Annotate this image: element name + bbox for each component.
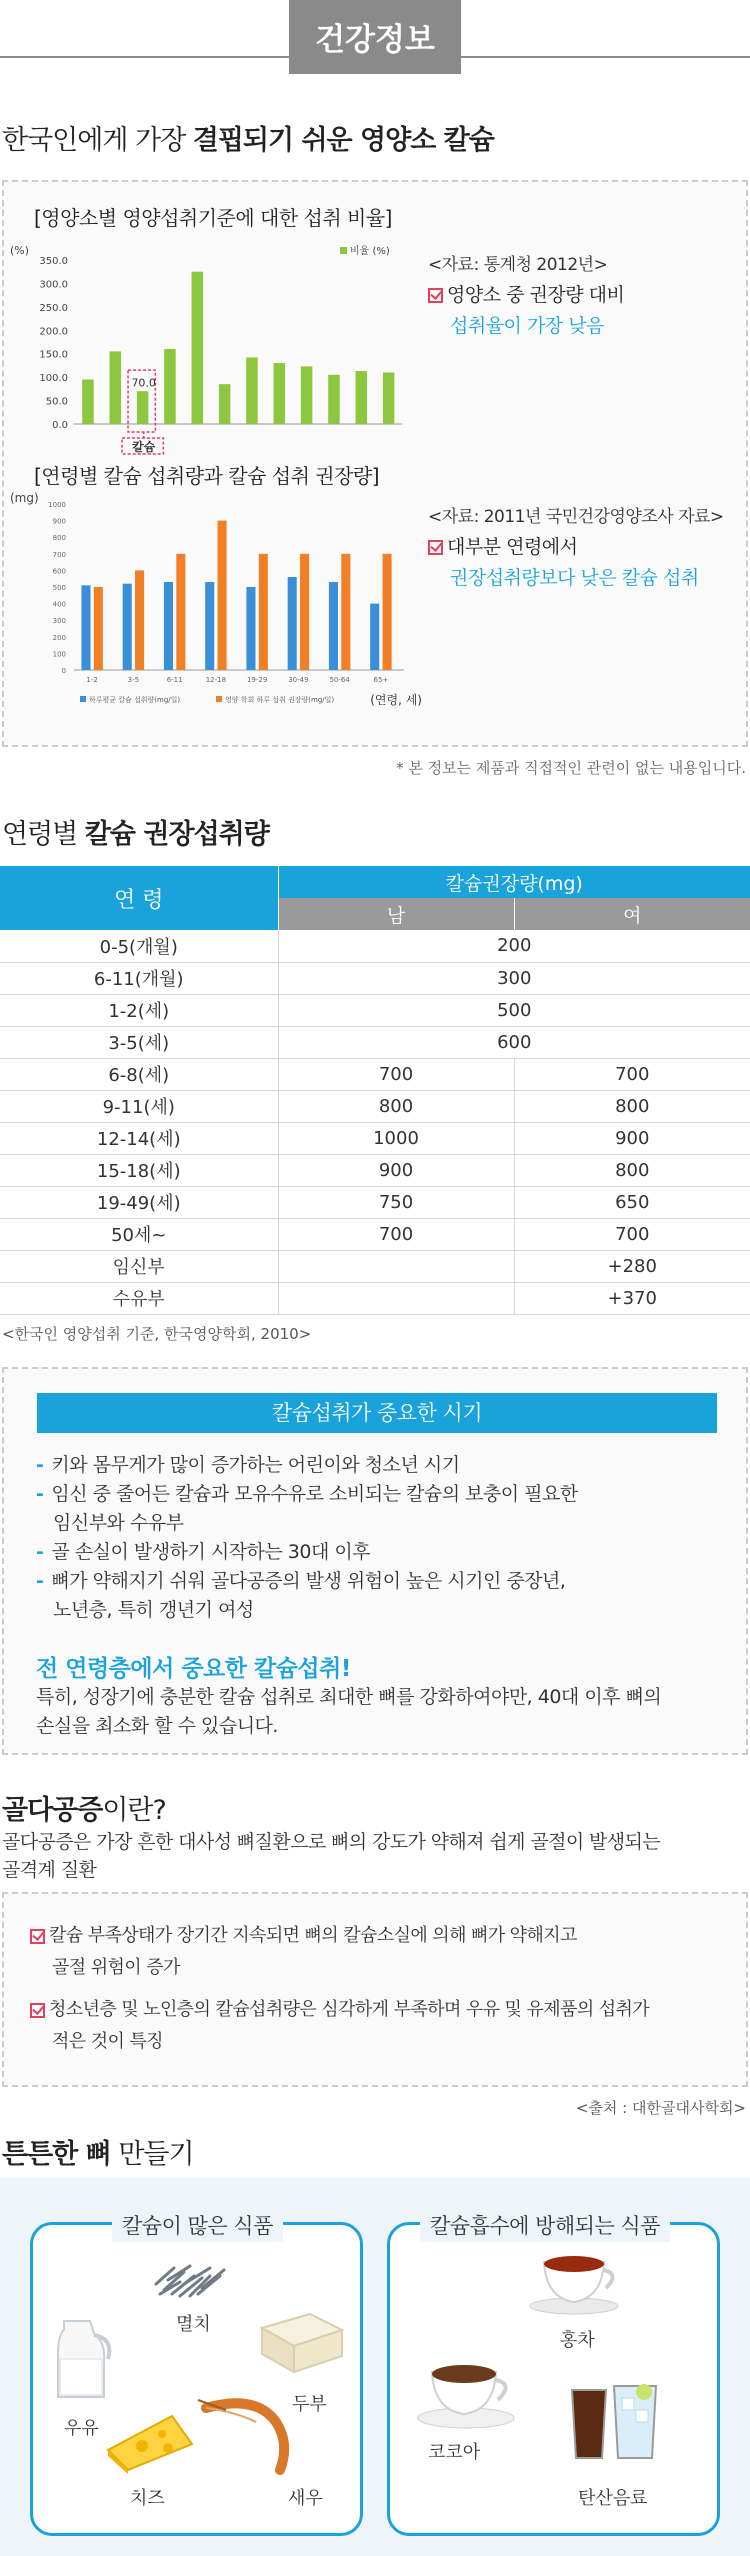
chart1-bar — [301, 366, 312, 424]
chart1-legend-swatch — [340, 247, 347, 254]
chart1-ylabel: (%) — [10, 244, 30, 257]
header — [0, 0, 750, 98]
chart2-bar-intake — [329, 582, 338, 670]
chart2-ytick: 100 — [52, 650, 66, 659]
absorption-block-title: 칼슘흡수에 방해되는 식품 — [420, 2208, 670, 2242]
chart2-ylabel: (mg) — [10, 491, 39, 505]
chart1-bar — [110, 351, 121, 424]
chart2-legend-label-2: 영양 학회 하루 섭취 권장량(mg/일) — [225, 696, 335, 704]
table-row — [0, 1122, 750, 1154]
disclaimer: * 본 정보는 제품과 직접적인 관련이 없는 내용입니다. — [396, 759, 746, 777]
chart2-bar-intake — [123, 584, 132, 670]
value-cell: 200 — [278, 930, 750, 962]
shrimp-label: 새우 — [288, 2488, 323, 2509]
chart1-source: <자료: 통계청 2012년> — [428, 255, 608, 275]
chart2-ytick: 300 — [52, 617, 66, 626]
chart2-bar-intake — [288, 577, 297, 670]
title-prefix: 연령별 — [2, 819, 85, 850]
table-row — [0, 1154, 750, 1186]
female-cell: 900 — [514, 1122, 750, 1154]
dash-icon: - — [36, 1570, 44, 1592]
tea-label: 홍차 — [560, 2330, 595, 2351]
calcium-table-body — [0, 930, 750, 1314]
check-icon — [30, 2003, 45, 2018]
female-cell: +370 — [514, 1282, 750, 1314]
important-period-list — [36, 1451, 716, 1625]
chart2-bar-intake — [164, 582, 173, 670]
chart2-xtick: 50-64 — [329, 676, 350, 684]
chart2-note-line1: 대부분 연령에서 — [447, 536, 578, 558]
chart1-ytick: 250.0 — [39, 302, 68, 314]
chart2-ytick: 0 — [61, 667, 66, 675]
chart2-bar-recommended — [135, 570, 144, 670]
table-row — [0, 994, 750, 1026]
soda-icon — [566, 2376, 662, 2462]
cheese-label: 치즈 — [130, 2488, 165, 2509]
title-bold: 튼튼한 뼈 — [2, 2139, 111, 2170]
chart1 — [4, 242, 404, 454]
title-bold: 결핍되기 쉬운 영양소 칼슘 — [192, 125, 494, 156]
chart1-ytick: 50.0 — [45, 396, 68, 408]
shrimp-icon — [196, 2392, 296, 2478]
col-calcium: 칼슘권장량(mg) — [278, 866, 750, 898]
chart1-ytick: 200.0 — [39, 326, 68, 338]
list-item-text: 청소년층 및 노인층의 칼슘섭취량은 심각하게 부족하며 우유 및 유제품의 섭취가 — [49, 1999, 650, 2020]
important-period-banner: 칼슘섭취가 중요한 시기 — [37, 1393, 717, 1433]
desc-line2: 골격계 질환 — [2, 1859, 97, 1881]
chart2-xtick: 65+ — [373, 676, 389, 684]
age-cell: 임신부 — [0, 1250, 278, 1282]
female-cell: +280 — [514, 1250, 750, 1282]
list-item-text: 골절 위험이 증가 — [52, 1957, 180, 1978]
age-cell: 19-49(세) — [0, 1186, 278, 1218]
list-item-text: 뼈가 약해지기 쉬워 골다공증의 발생 위험이 높은 시기인 중장년, — [51, 1570, 566, 1592]
table-row — [0, 1186, 750, 1218]
check-icon — [30, 1929, 45, 1944]
female-cell: 800 — [514, 1154, 750, 1186]
section-title — [0, 118, 750, 157]
chart1-ytick: 350.0 — [39, 256, 68, 267]
table-row — [0, 962, 750, 994]
chart2-note — [428, 532, 699, 590]
list-item — [36, 1480, 716, 1538]
chart1-bar — [219, 384, 230, 424]
table-row — [0, 930, 750, 962]
chart1-ytick: 0.0 — [52, 420, 68, 431]
chart2-xtick: 6-11 — [166, 676, 183, 684]
chart2-legend-swatch-1 — [80, 696, 86, 702]
chart1-highlight-value: 70.0 — [131, 376, 156, 390]
body-line2: 손실을 최소화 할 수 있습니다. — [36, 1715, 278, 1737]
chart1-ytick: 100.0 — [39, 373, 68, 385]
col-male: 남 — [278, 898, 514, 930]
desc-line1: 골다공증은 가장 흔한 대사성 뼈질환으로 뼈의 강도가 약해져 쉽게 골절이 발생되는 — [2, 1831, 661, 1853]
cocoa-label: 코코아 — [428, 2442, 481, 2463]
age-cell: 12-14(세) — [0, 1122, 278, 1154]
dash-icon: - — [36, 1541, 44, 1563]
male-cell: 750 — [278, 1186, 514, 1218]
chart1-title: [영양소별 영양섭취기준에 대한 섭취 비율] — [34, 206, 392, 230]
list-item-text: 노년층, 특히 갱년기 여성 — [53, 1599, 254, 1621]
calcium-rich-title: 칼슘이 많은 식품 — [112, 2208, 283, 2242]
chart2-ytick: 900 — [52, 517, 66, 526]
female-cell: 800 — [514, 1090, 750, 1122]
chart1-bar — [164, 349, 175, 424]
col-female: 여 — [514, 898, 750, 930]
female-cell: 700 — [514, 1058, 750, 1090]
milk-icon — [48, 2313, 118, 2403]
list-item — [36, 1567, 716, 1625]
age-cell: 3-5(세) — [0, 1026, 278, 1058]
chart2-source: <자료: 2011년 국민건강영양조사 자료> — [428, 507, 724, 527]
chart2-bar-recommended — [383, 554, 392, 670]
chart2-xtick: 3-5 — [127, 676, 140, 684]
cheese-icon — [102, 2410, 198, 2476]
value-cell: 500 — [278, 994, 750, 1026]
important-period-box — [2, 1367, 748, 1755]
chart1-note-line1: 영양소 중 권장량 대비 — [447, 284, 625, 306]
chart2-xlabel: (연령, 세) — [370, 693, 422, 707]
table-row — [0, 1026, 750, 1058]
age-cell: 50세~ — [0, 1218, 278, 1250]
chart2-ytick: 600 — [52, 567, 66, 576]
tea-icon — [524, 2248, 624, 2318]
chart2-bar-intake — [246, 587, 255, 670]
chart1-highlight-label: 칼슘 — [132, 440, 156, 454]
chart2-bar-recommended — [218, 521, 227, 670]
dash-icon: - — [36, 1454, 44, 1476]
table-source: <한국인 영양섭취 기준, 한국영양학회, 2010> — [2, 1324, 312, 1343]
age-cell: 9-11(세) — [0, 1090, 278, 1122]
tofu-label: 두부 — [292, 2394, 327, 2415]
chart2-bar-intake — [370, 604, 379, 670]
title-bold: 골다공증 — [2, 1795, 103, 1826]
list-item — [30, 1920, 730, 1984]
chart1-note-line2: 섭취율이 가장 낮음 — [450, 315, 604, 337]
check-icon — [428, 540, 443, 555]
chart2-ytick: 800 — [52, 534, 66, 543]
chart1-legend-label: 비율 (%) — [350, 246, 390, 257]
chart1-bar — [246, 357, 257, 424]
table-row — [0, 1282, 750, 1314]
chart1-bar — [82, 379, 93, 424]
chart2-bar-recommended — [94, 587, 103, 670]
chart2-bar-recommended — [341, 554, 350, 670]
chart1-bar — [192, 272, 203, 424]
chart1-bar — [383, 372, 394, 424]
osteoporosis-desc — [2, 1828, 660, 1884]
title-prefix: 한국인에게 가장 — [2, 125, 193, 156]
chart2-xtick: 30-49 — [288, 676, 309, 684]
list-item-text: 임신 중 줄어든 칼슘과 모유수유로 소비되는 칼슘의 보충이 필요한 — [51, 1483, 578, 1505]
chart1-bar — [356, 371, 367, 424]
table-section-title — [2, 812, 269, 851]
list-item — [30, 1994, 730, 2058]
list-item-text: 임신부와 수유부 — [53, 1512, 184, 1534]
strong-bone-title — [2, 2132, 194, 2171]
female-cell: 700 — [514, 1218, 750, 1250]
col-age: 연 령 — [0, 866, 278, 930]
osteoporosis-box — [2, 1892, 748, 2087]
chart2-bar-intake — [205, 582, 214, 670]
title-bold: 칼슘 권장섭취량 — [84, 819, 269, 850]
male-cell — [278, 1250, 514, 1282]
osteoporosis-source: <출처 : 대한골대사학회> — [575, 2099, 746, 2117]
chart1-ytick: 300.0 — [39, 279, 68, 291]
table-row — [0, 1250, 750, 1282]
table-row — [0, 1090, 750, 1122]
male-cell: 700 — [278, 1218, 514, 1250]
chart2-ytick: 500 — [52, 584, 66, 592]
foods-area — [0, 2178, 750, 2556]
age-cell: 1-2(세) — [0, 994, 278, 1026]
male-cell: 700 — [278, 1058, 514, 1090]
age-cell: 15-18(세) — [0, 1154, 278, 1186]
body-line1: 특히, 성장기에 충분한 칼슘 섭취로 최대한 뼈를 강화하여야만, 40대 이후 뼈의 — [36, 1686, 662, 1708]
soda-label: 탄산음료 — [578, 2488, 648, 2509]
highlight-text: 전 연령층에서 중요한 칼슘섭취! — [36, 1656, 351, 1682]
value-cell: 300 — [278, 962, 750, 994]
chart2-ytick: 1000 — [48, 501, 66, 509]
chart1-bar — [274, 363, 285, 424]
age-cell: 0-5(개월) — [0, 930, 278, 962]
list-item — [36, 1538, 716, 1567]
chart2-legend-label-1: 하루평균 칼슘 섭취량(mg/일) — [89, 696, 181, 704]
list-item — [36, 1451, 716, 1480]
table-row — [0, 1218, 750, 1250]
milk-label: 우유 — [64, 2418, 99, 2439]
cocoa-icon — [414, 2356, 518, 2432]
title-rest: 만들기 — [110, 2139, 194, 2170]
chart2-note-line2: 권장섭취량보다 낮은 칼슘 섭취 — [450, 567, 699, 589]
table-row — [0, 1058, 750, 1090]
charts-box — [2, 180, 748, 747]
chart2-ytick: 700 — [52, 550, 66, 559]
body-text — [36, 1683, 661, 1741]
male-cell: 800 — [278, 1090, 514, 1122]
osteoporosis-title — [2, 1788, 166, 1827]
chart2-ytick: 200 — [52, 633, 66, 642]
check-icon — [428, 288, 443, 303]
chart2-xtick: 1-2 — [86, 676, 98, 684]
list-item-text: 칼슘 부족상태가 장기간 지속되면 뼈의 칼슘소실에 의해 뼈가 약해지고 — [49, 1925, 577, 1946]
anchovy-label: 멸치 — [176, 2314, 211, 2335]
age-cell: 6-8(세) — [0, 1058, 278, 1090]
chart2-legend-swatch-2 — [216, 696, 222, 702]
chart1-bar — [328, 375, 339, 424]
value-cell: 600 — [278, 1026, 750, 1058]
tofu-icon — [256, 2306, 346, 2376]
chart2-title: [연령별 칼슘 섭취량과 칼슘 섭취 권장량] — [34, 464, 380, 488]
female-cell: 650 — [514, 1186, 750, 1218]
age-cell: 6-11(개월) — [0, 962, 278, 994]
chart2-bar-recommended — [259, 554, 268, 670]
chart2-xtick: 19-29 — [246, 676, 268, 684]
chart1-note — [428, 280, 624, 338]
calcium-table — [0, 866, 750, 1315]
list-item-text: 적은 것이 특징 — [52, 2031, 163, 2052]
list-item-text: 골 손실이 발생하기 시작하는 30대 이후 — [51, 1541, 371, 1563]
osteoporosis-list — [30, 1920, 730, 2068]
male-cell: 1000 — [278, 1122, 514, 1154]
chart1-ytick: 150.0 — [39, 349, 68, 361]
chart1-bar — [137, 391, 148, 424]
list-item-text: 키와 몸무게가 많이 증가하는 어린이와 청소년 시기 — [51, 1454, 460, 1476]
chart2-xtick: 12-18 — [205, 676, 227, 684]
age-cell: 수유부 — [0, 1282, 278, 1314]
male-cell: 900 — [278, 1154, 514, 1186]
chart2 — [4, 492, 424, 732]
chart2-bar-recommended — [300, 554, 309, 670]
chart2-bar-recommended — [176, 554, 185, 670]
anchovy-icon — [150, 2254, 230, 2304]
chart2-bar-intake — [81, 585, 90, 670]
title-rest: 이란? — [102, 1795, 166, 1826]
page-title: 건강정보 — [289, 0, 461, 74]
section-calcium-deficiency — [0, 118, 750, 157]
male-cell — [278, 1282, 514, 1314]
dash-icon: - — [36, 1483, 44, 1505]
chart2-ytick: 400 — [52, 600, 66, 609]
calcium-table-wrap — [0, 866, 750, 1344]
